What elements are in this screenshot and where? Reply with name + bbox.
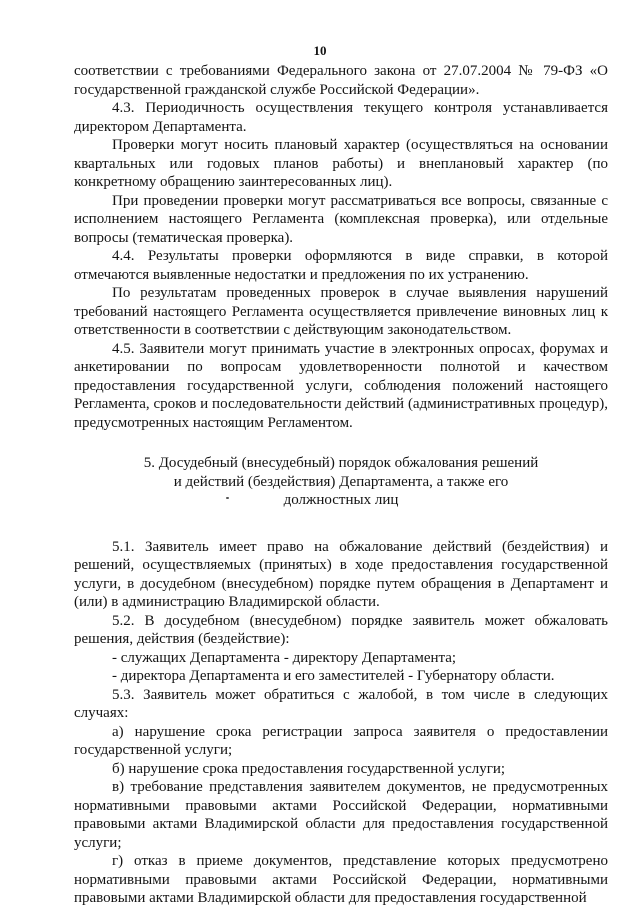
paragraph-5-3: 5.3. Заявитель может обратиться с жалобой, в том числе в следующих случаях: [74,686,608,721]
list-item-b: б) нарушение срока предоставления государственной услуги; [112,760,506,777]
list-item-v: в) требование представления заявителем документов, не предусмотренных нормативными правовыми актами Российской Федерации, нормативными правовыми актами Владимирской области для предоставления государственной услуги; [74,779,608,851]
section-5-heading-line-3: должностных лиц [283,492,399,508]
paragraph-law-reference: соответствии с требованиями Федерального закона от 27.07.2004 № 79-ФЗ «О государственной гражданской службе Российской Федерации». [74,63,608,98]
list-item-director: - директора Департамента и его заместителей - Губернатору области. [112,668,555,684]
section-5-heading-line-2: и действий (бездействия) Департамента, а также его [173,473,509,490]
section-5-heading-line-1: 5. Досудебный (внесудебный) порядок обжалования решений [143,455,539,471]
paragraph-inspection-types: Проверки могут носить плановый характер (осуществляться на основании квартальных или годовых планов работы) и внеплановый характер (по конкретному обращению заинтересованных лиц). [74,137,608,190]
document-body [74,62,608,908]
paragraph-4-4: 4.4. Результаты проверки оформляются в виде справки, в которой отмечаются выявленные недостатки и предложения по их устранению. [74,248,608,283]
paragraph-5-2: 5.2. В досудебном (внесудебном) порядке заявитель может обжаловать решения, действия (бездействие): [74,612,608,647]
paragraph-4-3: 4.3. Периодичность осуществления текущего контроля устанавливается директором Департамента. [74,100,608,135]
paragraph-4-5: 4.5. Заявители могут принимать участие в электронных опросах, форумах и анкетировании по вопросам удовлетворенности полнотой и качеством предоставления государственной услуги, соблюдения положений настоящего Регламента, сроков и последовательности действий (административных процедур), предусмотренных настоящим Регламентом. [74,340,608,431]
list-item-g: г) отказ в приеме документов, представление которых предусмотрено нормативными правовыми актами Российской Федерации, нормативными правовыми актами Владимирской области для предоставления государственной [74,853,608,906]
list-item-employees: - служащих Департамента - директору Департамента; [112,649,457,666]
section-5-heading [74,454,608,510]
paragraph-inspection-results: По результатам проведенных проверок в случае выявления нарушений требований настоящего Регламента осуществляется привлечение виновных лиц к ответственности в соответствии с действующим законодательством. [74,285,608,338]
scan-speck [226,497,229,499]
list-item-a: а) нарушение срока регистрации запроса заявителя о предоставлении государственной услуги; [74,723,608,758]
paragraph-inspection-scope: При проведении проверки могут рассматриваться все вопросы, связанные с исполнением настоящего Регламента (комплексная проверка), или отдельные вопросы (тематическая проверка). [74,192,608,246]
paragraph-5-1: 5.1. Заявитель имеет право на обжалование действий (бездействия) и решений, осуществляемых (принятых) в ходе предоставления государственной услуги, в досудебном (внесудебном) порядке путем обращения в Департамент и (или) в администрацию Владимирской области. [74,538,608,610]
page-number: 10 [313,43,327,58]
